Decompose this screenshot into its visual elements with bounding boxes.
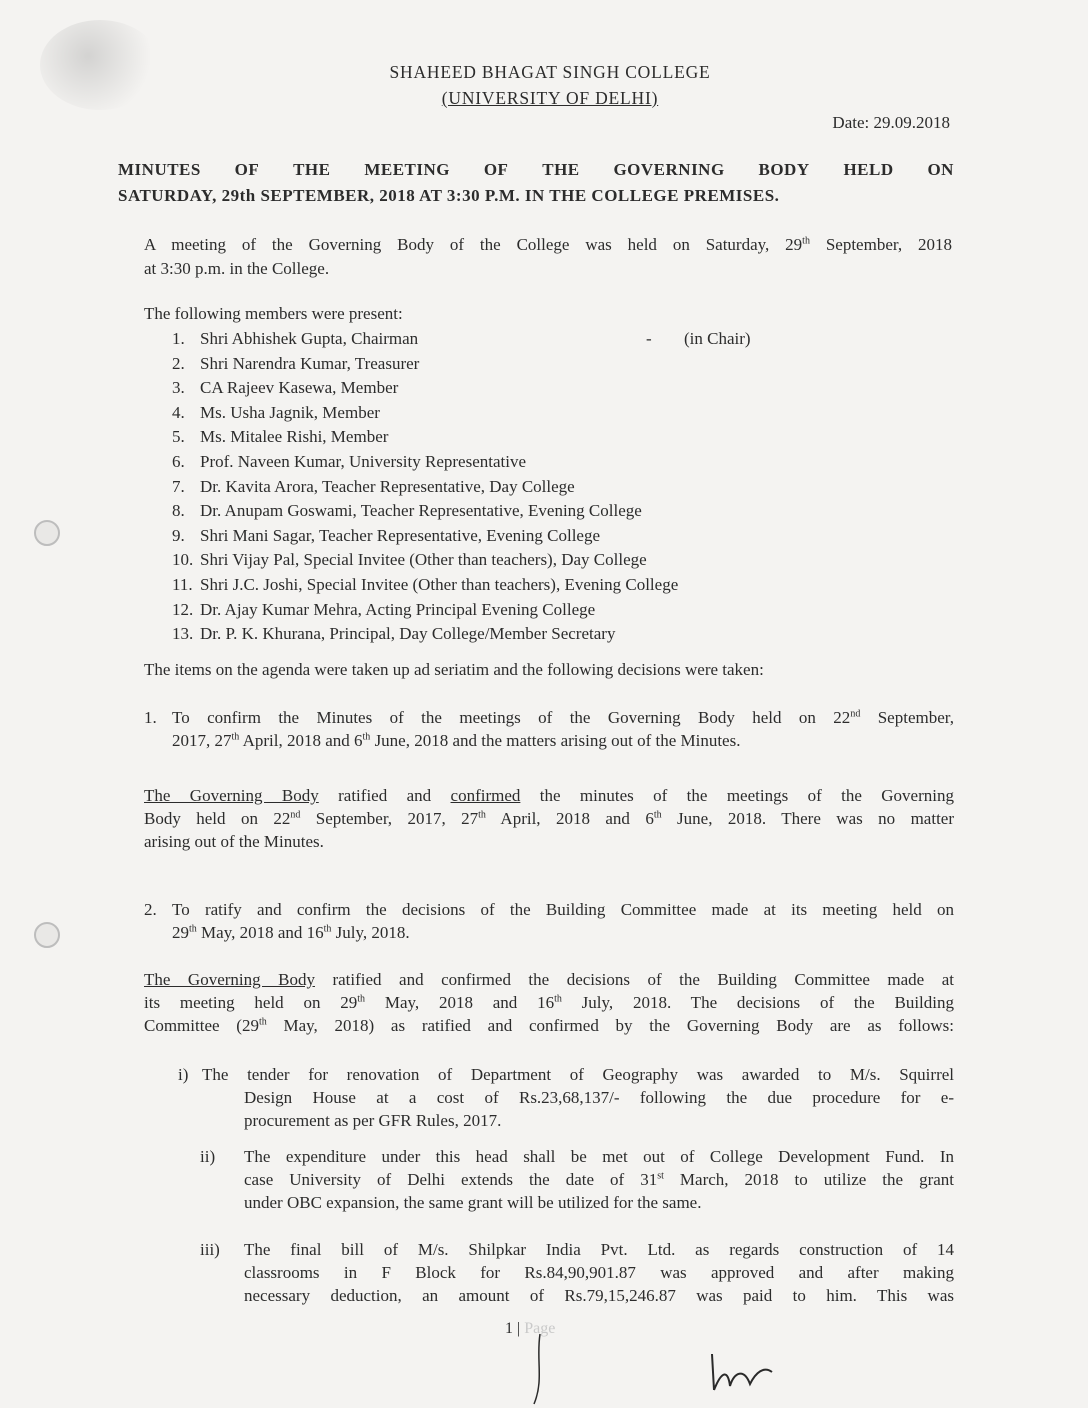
agenda-item-2: To ratify and confirm the decisions of the Building Committee made at its meeting held on 29th May, 2018 and 16th July, 2018. — [172, 900, 954, 942]
agenda-item-2-number: 2. — [144, 900, 157, 919]
agenda-item-1-number: 1. — [144, 708, 157, 727]
list-item: 3. CA Rajeev Kasewa, Member — [172, 378, 399, 398]
list-item: 9. Shri Mani Sagar, Teacher Representative, Evening College — [172, 525, 601, 545]
list-item: 11. Shri J.C. Joshi, Special Invitee (Other than teachers), Evening College — [172, 574, 679, 594]
page-number: 1 | Page — [505, 1320, 556, 1337]
university-name: (UNIVERSITY OF DELHI) — [441, 88, 659, 108]
list-item: 12. Dr. Ajay Kumar Mehra, Acting Principal Evening College — [172, 599, 596, 619]
agenda-statement: The items on the agenda were taken up ad seriatim and the following decisions were taken: — [144, 660, 764, 679]
college-name: SHAHEED BHAGAT SINGH COLLEGE — [389, 62, 711, 82]
list-item: 7. Dr. Kavita Arora, Teacher Representative, Day College — [172, 476, 575, 496]
subitem-ii-number: ii) — [200, 1147, 216, 1166]
members-list — [172, 327, 832, 647]
members-heading: The following members were present: — [144, 304, 403, 323]
list-item: 10. Shri Vijay Pal, Special Invitee (Other than teachers), Day College — [172, 550, 647, 570]
intro-paragraph-line2: at 3:30 p.m. in the College. — [144, 259, 330, 278]
intro-paragraph: A meeting of the Governing Body of the College was held on Saturday, 29th September, 2018 — [144, 235, 952, 254]
subitem-i: The tender for renovation of Department of Geography was awarded to M/s. Squirrel Design House at a cost of Rs.23,68,137/- following the due procedure for e- procurement as per GFR Rules, 2017. — [202, 1065, 954, 1130]
subitem-ii: The expenditure under this head shall be met out of College Development Fund. In case University of Delhi extends the date of 31st March, 2018 to utilize the grant under OBC expansion, the same grant will be utilized for the same. — [244, 1147, 955, 1212]
list-item: 6. Prof. Naveen Kumar, University Representative — [172, 451, 526, 471]
agenda-item-1: To confirm the Minutes of the meetings of the Governing Body held on 22nd September, 2017, 27th April, 2018 and 6th June, 2018 and the matters arising out of the Minutes. — [172, 708, 954, 750]
subitem-iii-number: iii) — [200, 1240, 220, 1259]
minutes-title-line2: SATURDAY, 29th SEPTEMBER, 2018 AT 3:30 P.M. IN THE COLLEGE PREMISES. — [118, 186, 780, 205]
punch-hole-top — [34, 520, 60, 546]
signature-initials — [700, 1350, 780, 1400]
list-item: 4. Ms. Usha Jagnik, Member — [172, 402, 380, 422]
punch-hole-bottom — [34, 922, 60, 948]
subitem-i-number: i) — [178, 1065, 189, 1084]
decision-1: The Governing Body ratified and confirmed the minutes of the meetings of the Governing Body held on 22nd September, 2017, 27th April, 2018 and 6th June, 2018. There was no matter arising out of the Minutes. — [144, 786, 954, 851]
minutes-title-line1: MINUTES OF THE MEETING OF THE GOVERNING BODY HELD ON — [118, 160, 954, 179]
list-item: 1. Shri Abhishek Gupta, Chairman - (in Chair) — [172, 329, 751, 348]
subitem-iii: The final bill of M/s. Shilpkar India Pvt. Ltd. as regards construction of 14 classrooms in F Block for Rs.84,90,901.87 was approved and after making necessary deduction, an amount of Rs.79,15,246.87 was paid to him. This was — [244, 1240, 954, 1305]
list-item: 13. Dr. P. K. Khurana, Principal, Day College/Member Secretary — [172, 624, 616, 644]
list-item: 8. Dr. Anupam Goswami, Teacher Representative, Evening College — [172, 501, 642, 521]
list-item: 5. Ms. Mitalee Rishi, Member — [172, 427, 389, 447]
decision-2: The Governing Body ratified and confirmed the decisions of the Building Committee made at its meeting held on 29th May, 2018 and 16th July, 2018. The decisions of the Building Committee (29th May, 2018) as ratified and confirmed by the Governing Body are as follows: — [144, 970, 954, 1035]
document-date: Date: 29.09.2018 — [832, 113, 950, 132]
handwritten-mark — [520, 1330, 560, 1408]
list-item: 2. Shri Narendra Kumar, Treasurer — [172, 353, 420, 373]
